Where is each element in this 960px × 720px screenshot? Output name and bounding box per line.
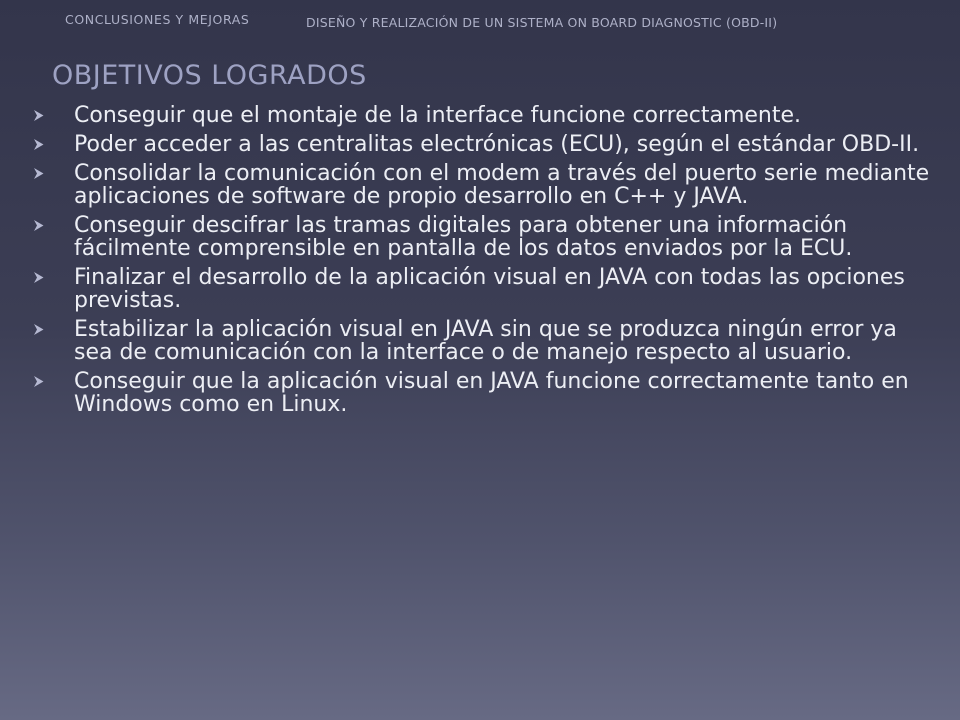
arrow-right-icon: [33, 323, 45, 336]
bullet-text: Finalizar el desarrollo de la aplicación visual en JAVA con todas las opciones previstas.: [74, 265, 905, 313]
bullet-text: Consolidar la comunicación con el modem a través del puerto serie mediante aplicaciones de software de propio desarrollo en C++ y JAVA.: [74, 161, 930, 209]
bullet-text: Conseguir que el montaje de la interface funcione correctamente.: [74, 103, 802, 128]
bullet-item: [33, 266, 933, 312]
bullet-item: [33, 318, 933, 364]
bullet-list: [33, 104, 933, 422]
bullet-item: [33, 162, 933, 208]
arrow-right-icon: [33, 138, 45, 151]
bullet-text: Poder acceder a las centralitas electrónicas (ECU), según el estándar OBD-II.: [74, 132, 920, 157]
project-header: DISEÑO Y REALIZACIÓN DE UN SISTEMA ON BOARD DIAGNOSTIC (OBD-II): [306, 15, 778, 30]
bullet-item: [33, 214, 933, 260]
arrow-right-icon: [33, 167, 45, 180]
arrow-right-icon: [33, 271, 45, 284]
slide-title: OBJETIVOS LOGRADOS: [52, 60, 367, 91]
bullet-text: Conseguir que la aplicación visual en JAVA funcione correctamente tanto en Windows como en Linux.: [74, 369, 909, 417]
bullet-text: Estabilizar la aplicación visual en JAVA sin que se produzca ningún error ya sea de comunicación con la interface o de manejo respecto al usuario.: [74, 317, 897, 365]
bullet-text: Conseguir descifrar las tramas digitales para obtener una información fácilmente comprensible en pantalla de los datos enviados por la ECU.: [74, 213, 853, 261]
arrow-right-icon: [33, 109, 45, 122]
bullet-item: [33, 133, 933, 156]
arrow-right-icon: [33, 375, 45, 388]
bullet-item: [33, 370, 933, 416]
arrow-right-icon: [33, 219, 45, 232]
bullet-item: [33, 104, 933, 127]
section-header: CONCLUSIONES Y MEJORAS: [65, 12, 250, 27]
